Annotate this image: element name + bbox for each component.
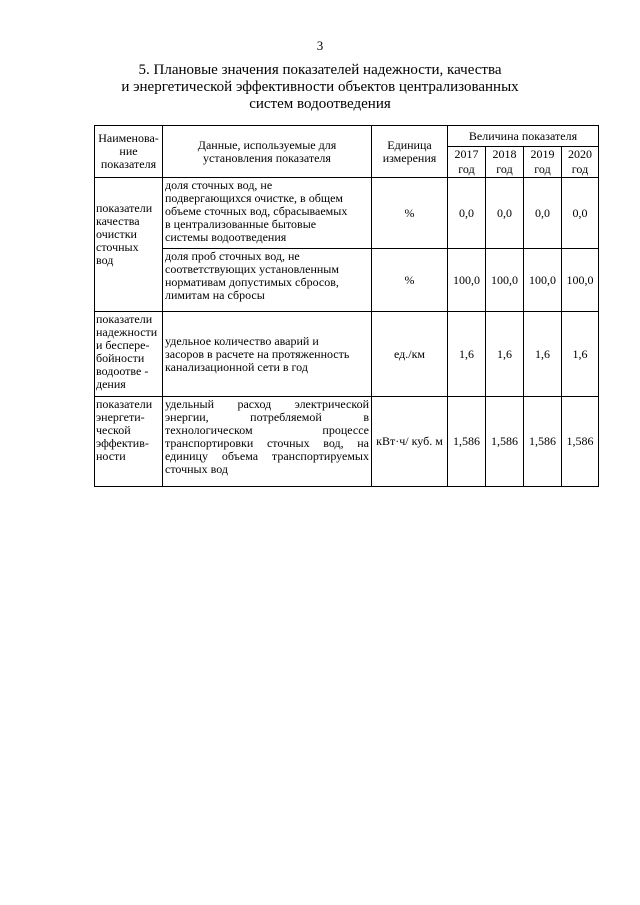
data-line: соответствующих установленным (165, 262, 339, 276)
data-line: в централизованные бытовые (165, 217, 317, 231)
indicator-name: вод (96, 253, 114, 267)
year-suffix: год (524, 162, 562, 178)
page-number: 3 (316, 38, 324, 53)
indicator-name: надежности (96, 325, 158, 339)
header-text: Данные, используемые для (197, 137, 337, 152)
indicator-name: водоотве - (96, 364, 149, 378)
value-cell: 100,0 (448, 249, 486, 312)
indicator-name: качества (96, 214, 140, 228)
title-line: систем водоотведения (249, 96, 391, 112)
indicator-data-cell (163, 397, 372, 487)
indicator-name: дения (96, 377, 126, 391)
value-cell: 1,6 (562, 312, 599, 397)
unit-cell: % (372, 178, 448, 249)
year-header: 2019 (524, 147, 562, 163)
year-suffix: год (562, 162, 599, 178)
indicator-name: бойности (96, 351, 145, 365)
header-data-cell (163, 126, 372, 178)
data-line: транспортировки сточных вод, на (165, 436, 369, 450)
header-name-cell (95, 126, 163, 178)
indicator-name: ческой (96, 423, 131, 437)
value-cell: 1,6 (448, 312, 486, 397)
indicator-data-cell (163, 178, 372, 249)
value-cell: 1,6 (524, 312, 562, 397)
unit-cell: % (372, 249, 448, 312)
data-line: подвергающихся очистке, в общем (165, 191, 343, 205)
header-text: Единица (387, 137, 432, 152)
indicator-name: показатели (96, 312, 153, 326)
header-text: установления показателя (203, 150, 331, 165)
data-line: энергии, потребляемой в (165, 410, 369, 424)
year-header: 2018 (486, 147, 524, 163)
header-text: ние (119, 144, 138, 158)
value-cell: 0,0 (486, 178, 524, 249)
value-cell: 0,0 (448, 178, 486, 249)
title-line: 5. Плановые значения показателей надежности, качества (138, 62, 502, 78)
header-row (95, 126, 599, 147)
data-line: объеме сточных вод, сбрасываемых (165, 204, 348, 218)
table-row (95, 249, 599, 312)
data-line: системы водоотведения (165, 230, 287, 244)
value-cell: 100,0 (486, 249, 524, 312)
indicator-data-cell (163, 312, 372, 397)
year-suffix: год (486, 162, 524, 178)
value-cell: 0,0 (524, 178, 562, 249)
header-unit-cell (372, 126, 448, 178)
document-title (100, 62, 540, 113)
value-cell: 1,586 (562, 397, 599, 487)
header-text: Наименова- (98, 131, 159, 145)
header-text: показателя (100, 157, 157, 171)
value-cell: 0,0 (562, 178, 599, 249)
table-row (95, 178, 599, 249)
unit-cell: ед./км (372, 312, 448, 397)
value-cell: 1,586 (448, 397, 486, 487)
indicator-name: ности (96, 449, 126, 463)
indicator-name: и беспере- (96, 338, 150, 352)
indicator-name: показатели (96, 201, 153, 215)
indicator-name-cell (95, 178, 163, 312)
data-line: удельное количество аварий и (165, 333, 319, 348)
data-line: засоров в расчете на протяженность (165, 346, 350, 361)
year-header: 2020 (562, 147, 599, 163)
value-cell: 1,586 (486, 397, 524, 487)
indicator-name-cell (95, 397, 163, 487)
indicator-name: сточных (96, 240, 139, 254)
data-line: единицу объема транспортируемых (165, 449, 369, 463)
data-line: лимитам на сбросы (165, 288, 265, 302)
indicator-data-cell (163, 249, 372, 312)
data-line: доля сточных вод, не (165, 178, 273, 192)
value-cell: 100,0 (524, 249, 562, 312)
indicator-name: эффектив- (96, 436, 149, 450)
table-row (95, 312, 599, 397)
data-line: доля проб сточных вод, не (165, 249, 300, 263)
indicator-name: показатели (96, 397, 153, 411)
year-header: 2017 (448, 147, 486, 163)
header-text: измерения (382, 150, 437, 165)
indicators-table (94, 125, 599, 487)
data-line: нормативам допустимых сбросов, (165, 275, 339, 289)
indicator-name: энергети- (96, 410, 145, 424)
indicator-name-cell (95, 312, 163, 397)
data-line: технологическом процессе (165, 423, 369, 437)
value-cell: 1,6 (486, 312, 524, 397)
data-line: канализационной сети в год (165, 359, 308, 374)
value-cell: 1,586 (524, 397, 562, 487)
table-row (95, 397, 599, 487)
data-line: удельный расход электрической (165, 397, 369, 411)
unit-cell: кВт·ч/ куб. м (372, 397, 448, 487)
data-line: сточных вод (165, 462, 228, 476)
header-value-group: Величина показателя (448, 126, 599, 147)
value-cell: 100,0 (562, 249, 599, 312)
title-line: и энергетической эффективности объектов централизованных (121, 79, 519, 95)
indicator-name: очистки (96, 227, 137, 241)
year-suffix: год (448, 162, 486, 178)
